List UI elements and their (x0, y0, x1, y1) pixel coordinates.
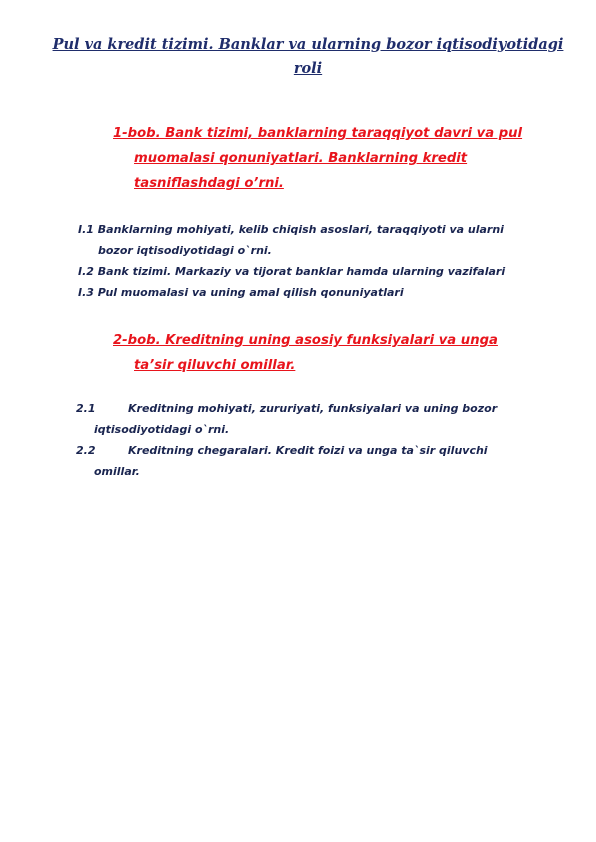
section-2-2 (76, 440, 488, 482)
section-number: 2.1 (76, 402, 96, 415)
title-line-1: Pul va kredit tizimi. Banklar va ularning bozor iqtisodiyotidagi (52, 36, 564, 53)
title-line-2: roli (293, 60, 323, 77)
section-number: I.3 (78, 286, 94, 299)
section-2-1 (76, 398, 497, 440)
section-text: Banklarning mohiyati, kelib chiqish asoslari, taraqqiyoti va ularni (97, 223, 504, 236)
document-title (40, 33, 576, 81)
section-text: Kreditning mohiyati, zururiyati, funksiyalari va uning bozor (128, 402, 498, 415)
chapter-2-line-2: ta’sir qiluvchi omillar. (134, 358, 296, 373)
chapter-2-line-1: 2-bob. Kreditning uning asosiy funksiyalari va unga (113, 333, 498, 348)
chapter-1-line-2: muomalasi qonuniyatlari. Banklarning kredit (134, 151, 468, 166)
chapter-1-line-3: tasniflashdagi o’rni. (134, 176, 284, 191)
section-text-continuation: bozor iqtisodiyotidagi o`rni. (98, 244, 272, 257)
section-1-3 (78, 282, 404, 303)
section-number: I.1 (78, 223, 94, 236)
section-text: Pul muomalasi va uning amal qilish qonuniyatlari (97, 286, 404, 299)
section-1-2 (78, 261, 505, 282)
chapter-2-heading (113, 328, 573, 378)
section-number: 2.2 (76, 444, 96, 457)
chapter-1-line-1: 1-bob. Bank tizimi, banklarning taraqqiyot davri va pul (113, 126, 523, 141)
section-text: Kreditning chegaralari. Kredit foizi va unga ta`sir qiluvchi (128, 444, 488, 457)
section-1-1 (78, 219, 504, 261)
section-text: Bank tizimi. Markaziy va tijorat banklar hamda ularning vazifalari (97, 265, 506, 278)
section-text-continuation: iqtisodiyotidagi o`rni. (94, 423, 230, 436)
section-text-continuation: omillar. (94, 465, 140, 478)
section-number: I.2 (78, 265, 94, 278)
chapter-1-heading (113, 121, 573, 196)
